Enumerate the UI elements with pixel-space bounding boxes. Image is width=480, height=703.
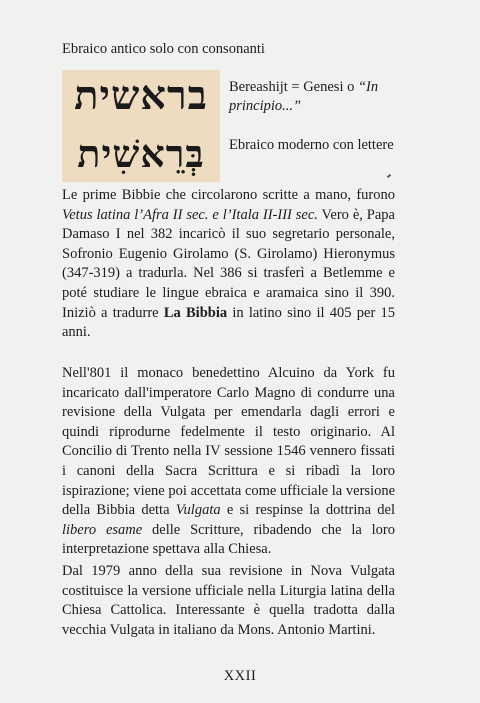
- para2-text-2: e si respinse la dottrina del: [220, 502, 395, 519]
- para1-italic: Vetus latina l’Afra II sec. e l’Itala II-III sec.: [62, 206, 318, 223]
- para2-text-3: delle Scritture, ribadendo che la loro interpretazione spettava alla Chiesa.: [62, 521, 396, 558]
- para2-italic-vulgata: Vulgata: [175, 502, 221, 519]
- para2-text-1: Nell'801 il monaco benedettino Alcuino da York fu incaricato dall'imperatore Carlo Magno di condurre una revisione della Vulgata per emendarla dagli errori e quindi riprodurne fedelmente il testo originario. Al Concilio di Trento nella IV sessione 1546 vennero fissati i canoni della Sacra Scrittura e si ribadì la loro ispirazione; viene poi accettata come ufficiale la versione della Bibbia detta: [62, 365, 395, 519]
- para3-text: Dal 1979 anno della sua revisione in Nova Vulgata costituisce la versione ufficiale nella Liturgia latina della Chiesa Cattolica. Interessante è quella tradotta dalla vecchia Vulgata in italiano da Mons. Antonio Martini.: [62, 563, 395, 638]
- para1-text-3: in latino sino il 405 per 15 anni.: [62, 304, 396, 341]
- caption-modern-hebrew: Ebraico moderno con lettere: [229, 137, 394, 153]
- para1-bold: La Bibbia: [163, 304, 228, 321]
- heading-ancient-hebrew: Ebraico antico solo con consonanti: [62, 41, 265, 57]
- para1-text-2: Vero è, Papa Damaso I nel 382 incaricò il suo segretario personale, Sofronio Eugenio Girolamo (S. Girolamo) Hieronymus (347-319) a tradurla. Nel 386 si trasferì a Betlemme e poté studiare le lingue ebraica e aramaica sino il 390. Iniziò a tradurre: [62, 206, 395, 321]
- page-number: XXII: [223, 668, 257, 684]
- para1-text-1: Le prime Bibbie che circolarono scritte a mano, furono: [62, 187, 395, 203]
- para2-italic-libero-esame: libero esame: [62, 521, 143, 538]
- ink-mark: [387, 174, 391, 178]
- hebrew-modern-word: בְּרֵאשִׁית: [77, 131, 205, 176]
- caption-bereshit-text: Bereashijt = Genesi o: [229, 79, 358, 95]
- paragraph-first-bibles: [62, 186, 395, 343]
- hebrew-ancient-word: בראשית: [74, 72, 208, 119]
- paragraph-alcuin: [62, 364, 395, 560]
- hebrew-word-image: [62, 70, 220, 182]
- caption-bereshit: [229, 78, 395, 116]
- paragraph-nova-vulgata: [62, 562, 395, 640]
- caption-bereshit-italic: “In principio...”: [229, 79, 379, 114]
